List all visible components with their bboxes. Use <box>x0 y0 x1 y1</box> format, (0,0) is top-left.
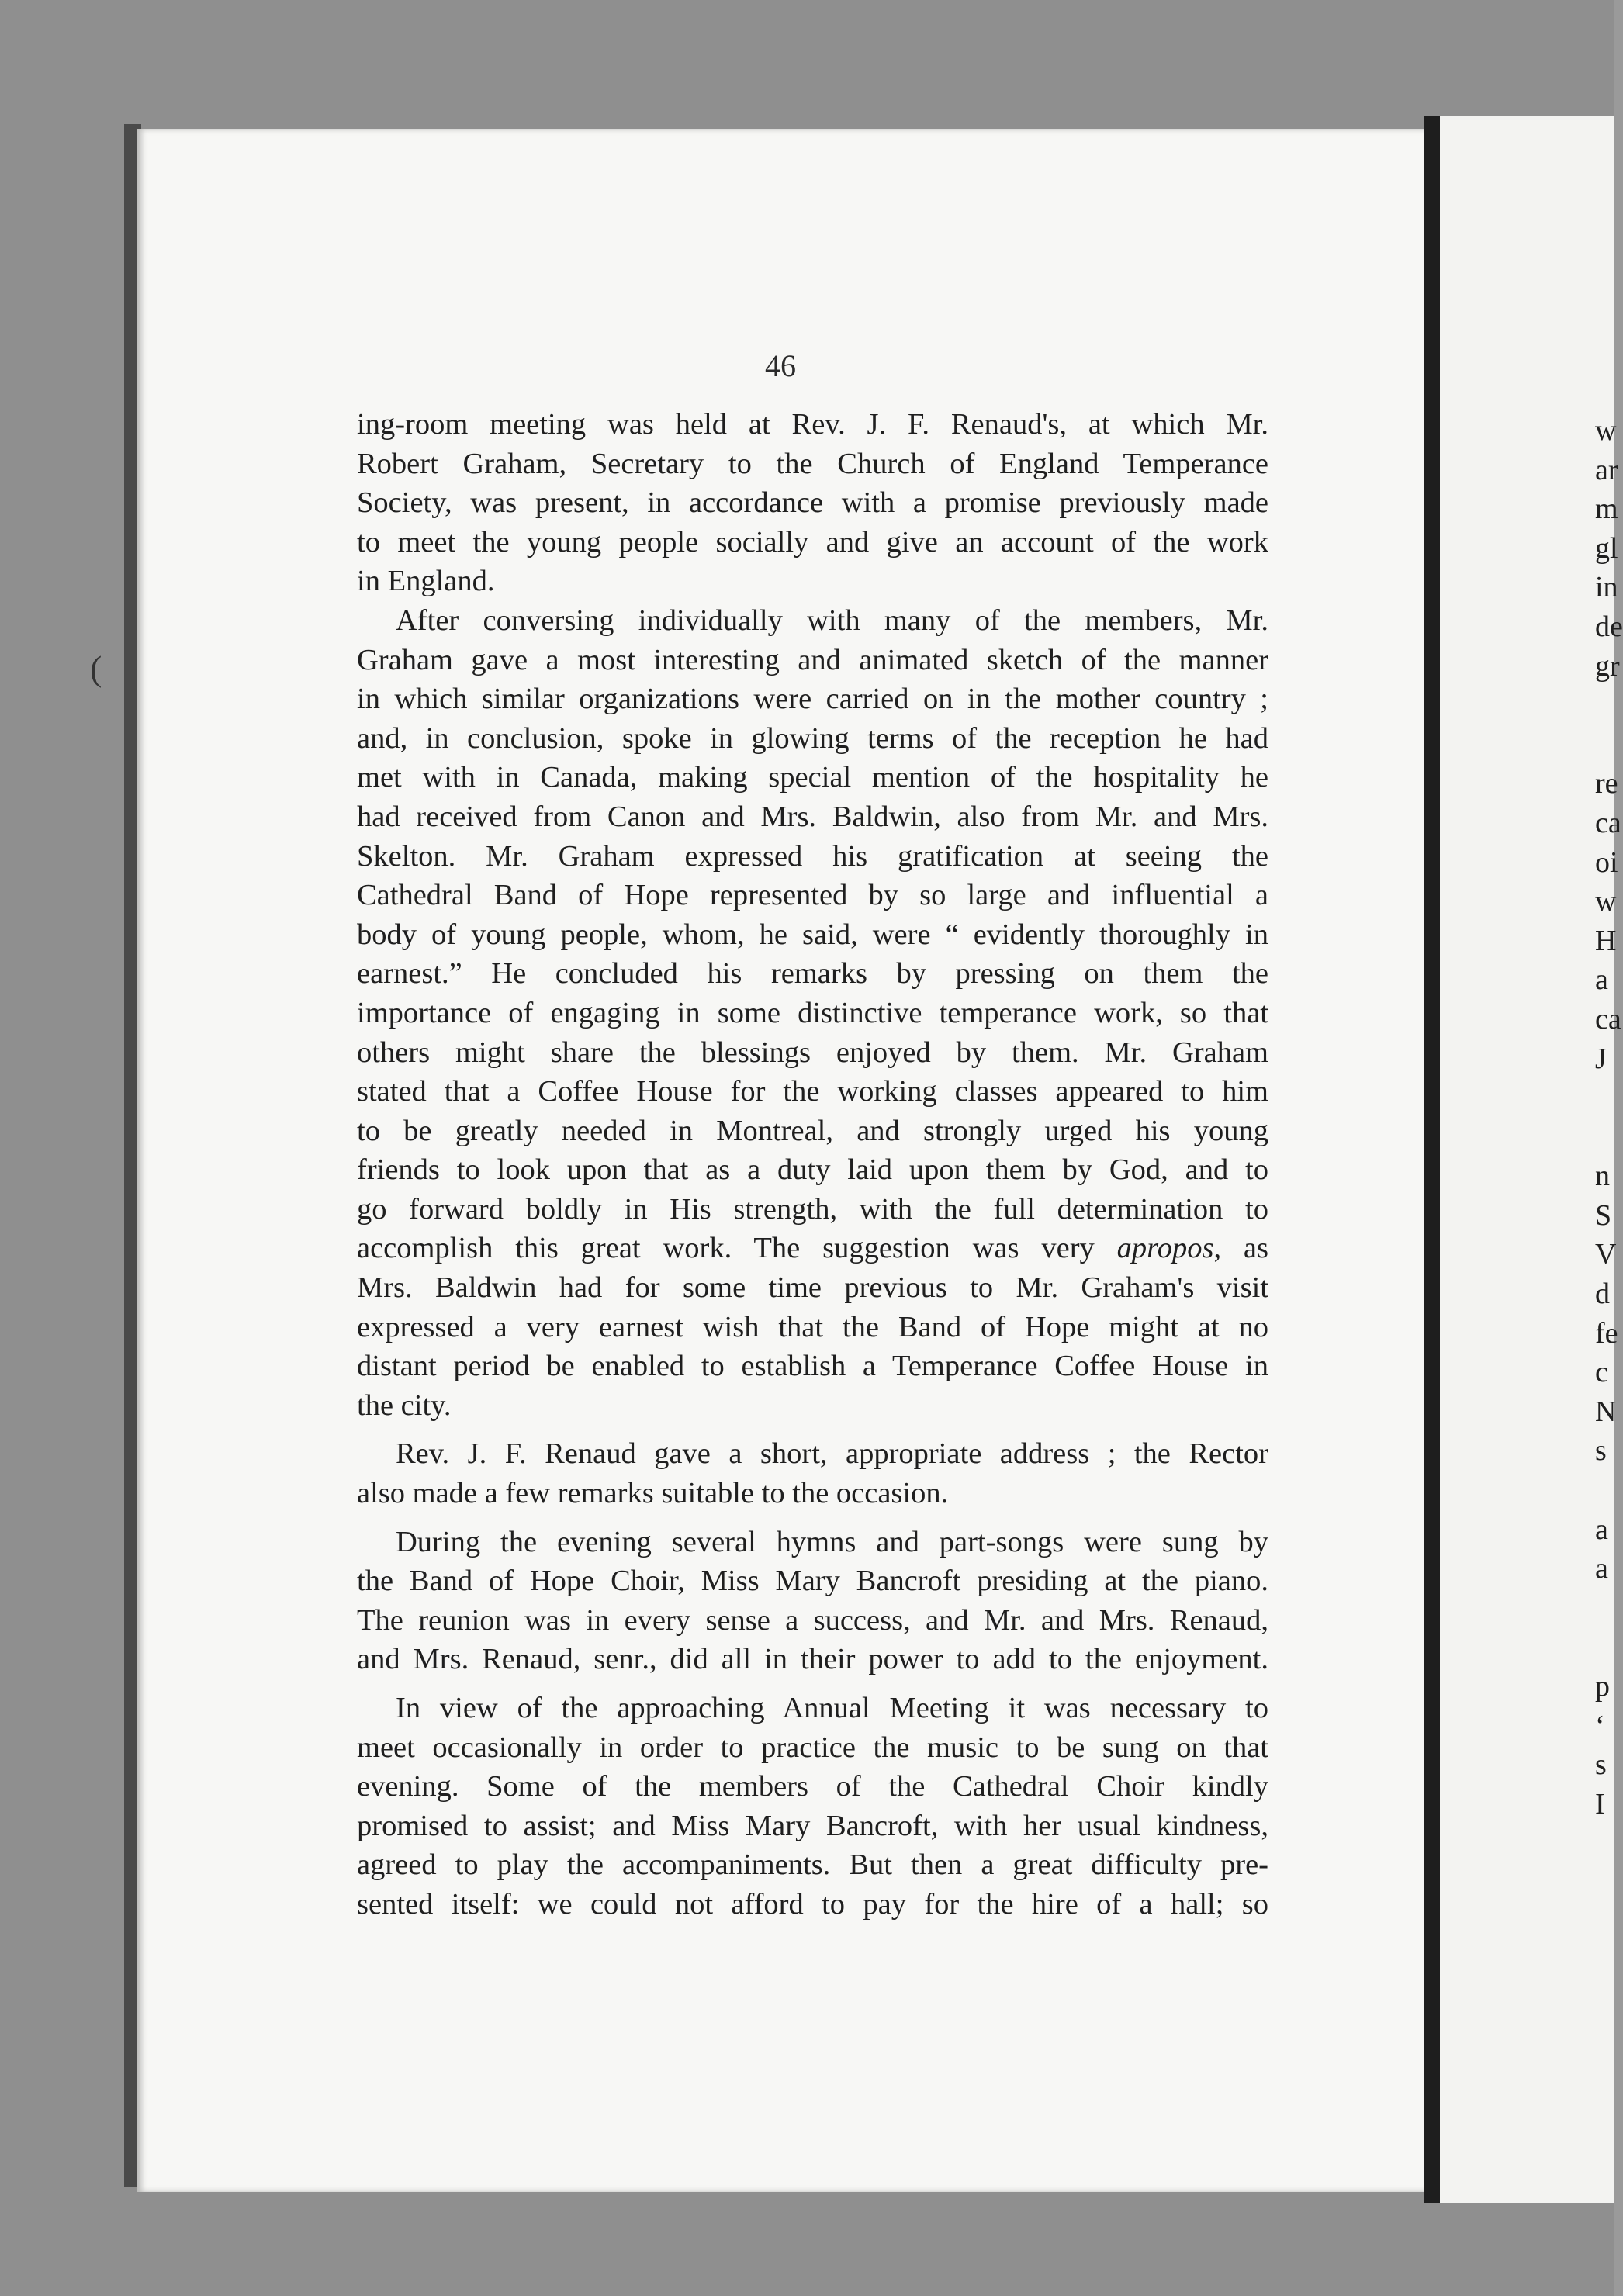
adjacent-page-fragment: ca <box>1595 806 1621 839</box>
adjacent-page-fragment: w <box>1595 885 1617 918</box>
adjacent-page-fragment: re <box>1595 767 1618 800</box>
text-line: Rev. J. F. Renaud gave a short, appropriate address ; the Rector <box>396 1437 1268 1471</box>
paragraph-gap <box>357 1679 1268 1689</box>
text-line: also made a few remarks suitable to the occasion. <box>357 1477 949 1510</box>
adjacent-page-fragment <box>1595 1627 1623 1667</box>
text-line: sented itself: we could not afford to pay for the hire of a hall; so <box>357 1887 1268 1921</box>
adjacent-page-fragment: I <box>1595 1787 1605 1821</box>
adjacent-page-fragment: m <box>1595 493 1618 526</box>
text-line: accomplish this great work. The suggestion was very apropos, as <box>357 1232 1269 1265</box>
adjacent-page-fragment: gl <box>1595 531 1618 565</box>
text-line: Mrs. Baldwin had for some time previous to Mr. Graham's visit <box>357 1271 1268 1305</box>
text-line: Cathedral Band of Hope represented by so large and influential a <box>357 879 1268 912</box>
text-line: to meet the young people socially and give an account of the work <box>357 525 1268 558</box>
text-line: agreed to play the accompaniments. But then a great difficulty pre- <box>357 1848 1268 1882</box>
adjacent-page-fragment <box>1595 1471 1623 1510</box>
adjacent-page-fragment: s <box>1595 1748 1607 1782</box>
text-line: evening. Some of the members of the Cathedral Choir kindly <box>357 1770 1268 1803</box>
adjacent-page-fragment: n <box>1595 1160 1610 1193</box>
text-line: promised to assist; and Miss Mary Bancroft, with her usual kindness, <box>357 1809 1268 1842</box>
text-line: During the evening several hymns and part-songs were sung by <box>396 1525 1268 1558</box>
adjacent-page-fragment <box>1595 686 1623 725</box>
text-line: go forward boldly in His strength, with the full determination to <box>357 1192 1268 1226</box>
adjacent-page-fragment <box>1595 1589 1623 1628</box>
adjacent-page-fragment: p <box>1595 1670 1610 1703</box>
paragraph-gap <box>357 1513 1268 1523</box>
margin-mark: ( <box>90 648 102 688</box>
adjacent-page-fragment: a <box>1595 963 1608 997</box>
text-line: the Band of Hope Choir, Miss Mary Bancroft presiding at the piano. <box>357 1565 1268 1598</box>
adjacent-page-fragment: gr <box>1595 649 1620 683</box>
adjacent-page-fragment: J <box>1595 1042 1607 1075</box>
text-line: the city. <box>357 1388 452 1422</box>
paragraph-gap <box>357 1425 1268 1434</box>
adjacent-page-fragment: a <box>1595 1513 1608 1546</box>
text-line: importance of engaging in some distinctive temperance work, so that <box>357 996 1268 1029</box>
adjacent-page-fragment: ca <box>1595 1002 1621 1036</box>
adjacent-page-fragment <box>1595 725 1623 765</box>
text-line: friends to look upon that as a duty laid upon them by God, and to <box>357 1153 1268 1187</box>
adjacent-page-fragment <box>1595 1078 1623 1118</box>
adjacent-page-fragment: de <box>1595 610 1623 643</box>
text-line: in which similar organizations were carried on in the mother country ; <box>357 683 1268 716</box>
text-line: body of young people, whom, he said, were “ evidently thoroughly in <box>357 918 1268 951</box>
text-line: ing-room meeting was held at Rev. J. F. Renaud's, at which Mr. <box>357 408 1268 441</box>
text-line: in England. <box>357 565 495 598</box>
text-line: stated that a Coffee House for the working classes appeared to him <box>357 1075 1268 1108</box>
adjacent-page <box>1440 116 1614 2203</box>
adjacent-page-fragment: s <box>1595 1434 1607 1468</box>
adjacent-page-fragment: V <box>1595 1238 1617 1271</box>
page-body-text <box>357 405 1268 1924</box>
adjacent-page-fragment: fe <box>1595 1316 1618 1350</box>
text-line: met with in Canada, making special mention of the hospitality he <box>357 761 1268 794</box>
text-line: Skelton. Mr. Graham expressed his gratification at seeing the <box>357 839 1268 873</box>
adjacent-page-text-fragments <box>1595 411 1623 1824</box>
adjacent-page-fragment: c <box>1595 1356 1608 1389</box>
page-number: 46 <box>765 348 796 383</box>
adjacent-page-fragment: S <box>1595 1198 1612 1232</box>
adjacent-page-fragment: N <box>1595 1395 1617 1428</box>
page-gutter <box>1424 116 1440 2203</box>
adjacent-page-fragment: w <box>1595 414 1617 447</box>
text-line: After conversing individually with many of the members, Mr. <box>396 603 1268 637</box>
text-line: expressed a very earnest wish that the Band of Hope might at no <box>357 1310 1268 1343</box>
text-line: The reunion was in every sense a success, and Mr. and Mrs. Renaud, <box>357 1603 1268 1637</box>
adjacent-page-fragment: H <box>1595 924 1617 957</box>
text-line: Society, was present, in accordance with a promise previously made <box>357 486 1268 520</box>
text-line: meet occasionally in order to practice the music to be sung on that <box>357 1731 1268 1764</box>
text-line: In view of the approaching Annual Meeting it was necessary to <box>396 1692 1268 1724</box>
text-line: Robert Graham, Secretary to the Church of England Temperance <box>357 447 1268 480</box>
text-line: and Mrs. Renaud, senr., did all in their power to add to the enjoyment. <box>357 1643 1268 1676</box>
adjacent-page-fragment: ‘ <box>1595 1709 1605 1742</box>
text-line: earnest.” He concluded his remarks by pressing on them the <box>357 957 1268 991</box>
text-line: distant period be enabled to establish a Temperance Coffee House in <box>357 1350 1268 1383</box>
adjacent-page-fragment: oi <box>1595 845 1618 879</box>
text-line: others might share the blessings enjoyed by them. Mr. Graham <box>357 1036 1268 1069</box>
adjacent-page-fragment: a <box>1595 1552 1608 1585</box>
adjacent-page-fragment <box>1595 1118 1623 1157</box>
text-line: had received from Canon and Mrs. Baldwin, also from Mr. and Mrs. <box>357 800 1268 833</box>
text-line: to be greatly needed in Montreal, and strongly urged his young <box>357 1114 1268 1147</box>
adjacent-page-fragment: in <box>1595 571 1618 604</box>
text-line: Graham gave a most interesting and animated sketch of the manner <box>357 643 1268 676</box>
adjacent-page-fragment: ar <box>1595 453 1618 486</box>
text-line: and, in conclusion, spoke in glowing terms of the reception he had <box>357 721 1268 755</box>
adjacent-page-fragment: d <box>1595 1278 1610 1311</box>
